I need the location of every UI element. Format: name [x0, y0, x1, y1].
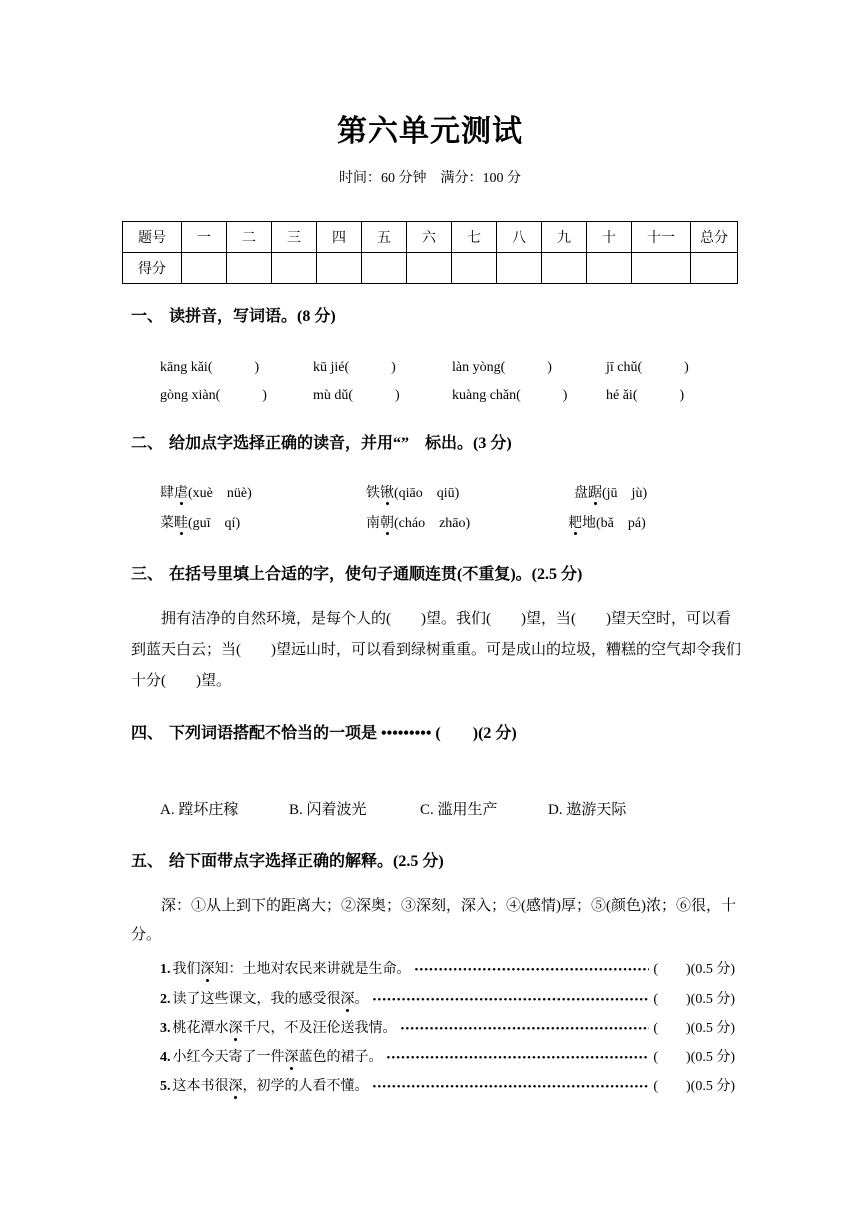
pinyin-item: gòng xiàn( ): [160, 388, 267, 403]
reading-item: 耙地(bǎ pá): [568, 516, 646, 531]
score-cell[interactable]: [542, 253, 587, 284]
header-cell: 一: [182, 222, 227, 253]
dotted-char: 深: [229, 1017, 243, 1037]
section-1-heading: [131, 303, 336, 326]
option-b: B. 闪着波光: [289, 802, 367, 818]
exam-info: 时间：60 分钟 满分：100 分: [339, 171, 521, 186]
question-2: 2. 读了这些课文，我的感受很 深 。 ••••• ( )(0.5 分): [160, 988, 735, 1008]
header-cell: 十一: [632, 222, 691, 253]
section-number: 一、: [131, 308, 164, 325]
score-cell[interactable]: [407, 253, 452, 284]
option-d: D. 遨游天际: [548, 802, 627, 818]
section-title: 在括号里填上合适的字，使句子通顺连贯(不重复)。(2.5 分): [169, 566, 583, 583]
section-number: 五、: [131, 853, 164, 870]
header-cell: 三: [272, 222, 317, 253]
reading-item: 铁锹(qiāo qiū): [366, 486, 460, 501]
pinyin-item: kū jié( ): [313, 360, 396, 375]
header-cell: 六: [407, 222, 452, 253]
score-cell[interactable]: [227, 253, 272, 284]
pinyin-item: jī chǔ( ): [606, 360, 689, 375]
header-cell: 五: [362, 222, 407, 253]
section-title: 给下面带点字选择正确的解释。(2.5 分): [169, 853, 444, 870]
score-cell[interactable]: [497, 253, 542, 284]
dot-leader: [401, 1023, 650, 1035]
question-5: 5. 这本书很 深 ，初学的人看不懂。 ••••• ( )(0.5 分): [160, 1075, 735, 1095]
reading-item: 南朝(cháo zhāo): [366, 516, 471, 531]
reading-item: 菜畦(guī qí): [160, 516, 241, 531]
section-4-heading: [131, 720, 517, 743]
dotted-char: 深: [229, 1075, 243, 1095]
dotted-char: 虐: [174, 486, 188, 501]
score-cell[interactable]: [632, 253, 691, 284]
score-cell[interactable]: [362, 253, 407, 284]
section-2-heading: [131, 430, 512, 453]
header-cell: 题号: [123, 222, 182, 253]
pinyin-item: mù dǔ( ): [313, 388, 400, 403]
section-5-heading: [131, 848, 444, 871]
dotted-char: 深: [285, 1046, 299, 1066]
header-cell: 四: [317, 222, 362, 253]
dot-leader: [373, 994, 650, 1006]
score-table-header-row: [123, 222, 738, 253]
pinyin-item: kāng kǎi( ): [160, 360, 260, 375]
section-number: 三、: [131, 566, 164, 583]
score-cell[interactable]: [272, 253, 317, 284]
page-title: 第六单元测试: [337, 115, 523, 148]
fill-in-paragraph: 拥有洁净的自然环境，是每个人的( )望。我们( )望，当( )望天空时，可以看到蓝天白云；当( )望远山时，可以看到绿树重重。可是成山的垃圾，糟糕的空气却令我们十分( )望。: [131, 611, 741, 689]
header-cell: 八: [497, 222, 542, 253]
dotted-char: 深: [201, 958, 215, 978]
question-1: 1. 我们 深 知：土地对农民来讲就是生命。 ••••• ( )(0.5 分): [160, 958, 735, 978]
header-cell: 二: [227, 222, 272, 253]
header-cell: 九: [542, 222, 587, 253]
score-cell[interactable]: [317, 253, 362, 284]
section-number: 二、: [131, 435, 164, 452]
score-cell[interactable]: [182, 253, 227, 284]
score-cell[interactable]: [452, 253, 497, 284]
option-a: A. 蹚坏庄稼: [160, 802, 239, 818]
score-cell[interactable]: [691, 253, 738, 284]
dot-leader: [415, 964, 650, 976]
dot-leader: [373, 1081, 650, 1093]
score-table: [122, 221, 738, 284]
section-title: 给加点字选择正确的读音，并用“” 标出。(3 分): [169, 435, 512, 452]
question-3: 3. 桃花潭水 深 千尺，不及汪伦送我情。 ••••• ( )(0.5 分): [160, 1017, 735, 1037]
definition-paragraph: 深：①从上到下的距离大；②深奥；③深刻，深入；④(感情)厚；⑤(颜色)浓；⑥很，十分。: [131, 898, 736, 943]
score-row-label: 得分: [123, 253, 182, 284]
dotted-char: 畦: [174, 516, 188, 531]
reading-item: 肆虐(xuè nüè): [160, 486, 252, 501]
score-table-score-row: [123, 253, 738, 284]
pinyin-item: kuàng chǎn( ): [452, 388, 568, 403]
score-cell[interactable]: [587, 253, 632, 284]
section-title: 读拼音，写词语。(8 分): [169, 308, 336, 325]
dot-leader: [387, 1052, 650, 1064]
dotted-char: 锹: [380, 486, 394, 501]
option-c: C. 滥用生产: [420, 802, 498, 818]
section-3-heading: [131, 561, 582, 584]
pinyin-item: làn yòng( ): [452, 360, 552, 375]
question-4: 4. 小红今天寄了一件 深 蓝色的裙子。 ••••• ( )(0.5 分): [160, 1046, 735, 1066]
dotted-char: 耙: [568, 516, 582, 531]
dotted-char: 深: [341, 988, 355, 1008]
dotted-char: 朝: [380, 516, 394, 531]
header-cell: 总分: [691, 222, 738, 253]
section-number: 四、: [131, 725, 164, 742]
header-cell: 七: [452, 222, 497, 253]
reading-item: 盘踞(jū jù): [574, 486, 648, 501]
dotted-char: 踞: [588, 486, 602, 501]
section-title: 下列词语搭配不恰当的一项是 ••••••••• ( )(2 分): [169, 725, 517, 742]
header-cell: 十: [587, 222, 632, 253]
pinyin-item: hé ǎi( ): [606, 388, 685, 403]
